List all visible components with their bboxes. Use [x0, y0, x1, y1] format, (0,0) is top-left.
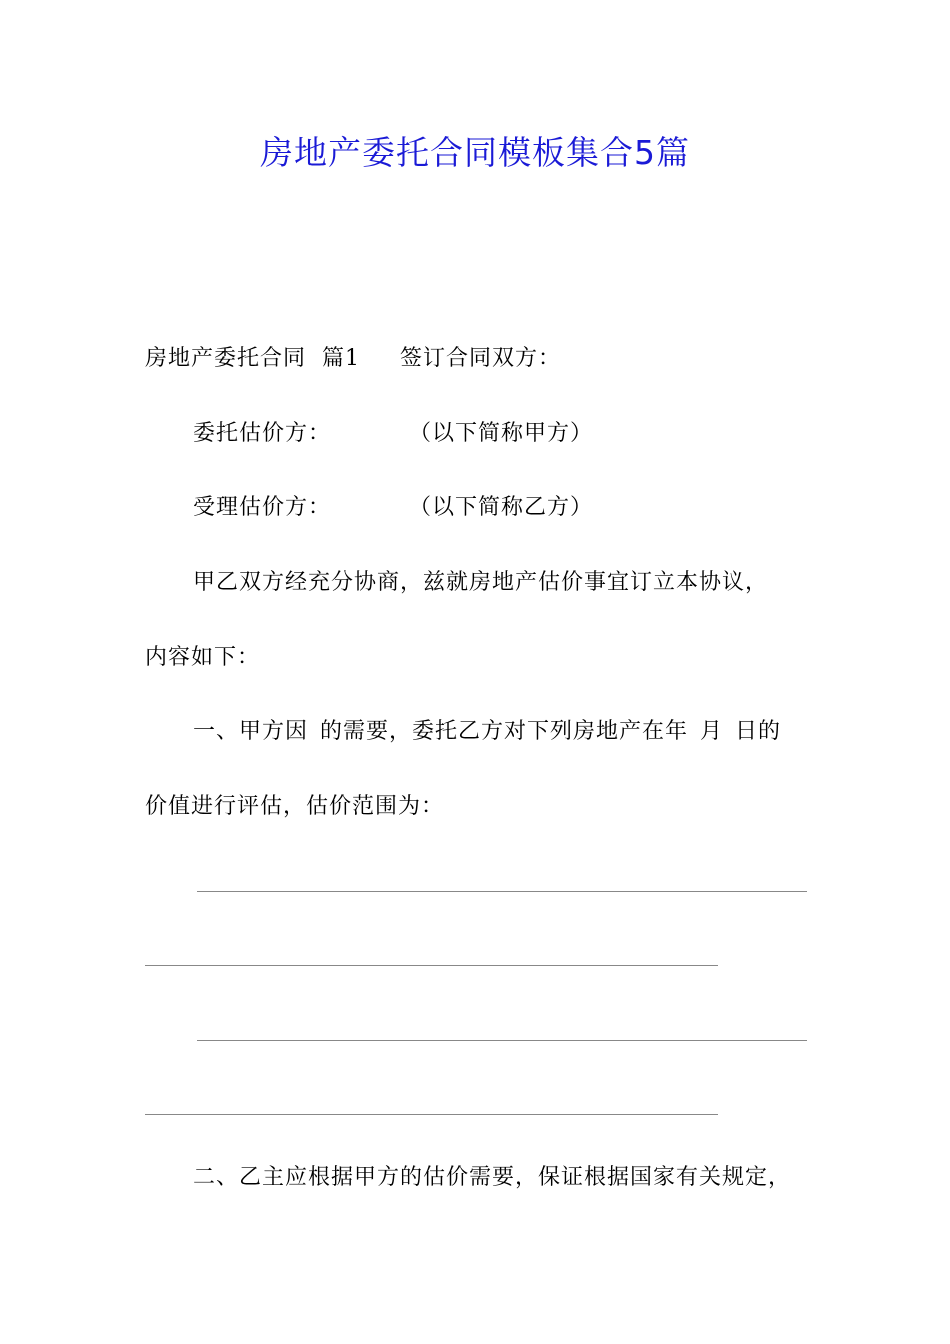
agent-line [193, 493, 593, 523]
clause-1-part-2: 的需要，委托乙方对下列房地产在年 [320, 719, 689, 744]
document-title: 房地产委托合同模板集合5篇 [260, 133, 690, 172]
client-label: 委托估价方： [193, 421, 332, 446]
clause-1-part-1: 一、甲方因 [193, 719, 309, 744]
clause-1-part-3: 月 [700, 719, 724, 744]
clause-2-line-1: 二、乙主应根据甲方的估价需要，保证根据国家有关规定， [193, 1165, 792, 1190]
paragraph-1-line-1: 甲乙双方经充分协商，兹就房地产估价事宜订立本协议， [193, 570, 769, 595]
blank-rule-3 [197, 1040, 807, 1041]
contract-heading-number: 篇1 [322, 346, 361, 371]
client-note: （以下简称甲方） [409, 421, 594, 446]
clause-1-part-4: 日的 [735, 719, 782, 744]
blank-rule-1 [197, 891, 807, 892]
contract-heading [145, 344, 561, 374]
contract-heading-name: 房地产委托合同 [145, 346, 307, 371]
agent-label: 受理估价方： [193, 495, 332, 520]
paragraph-1-line-2: 内容如下： [145, 645, 261, 670]
agent-note: （以下简称乙方） [409, 495, 594, 520]
clause-1-line-1 [193, 717, 781, 747]
clause-1-line-2: 价值进行评估，估价范围为： [145, 794, 445, 819]
blank-rule-2 [145, 965, 718, 966]
client-line [193, 419, 593, 449]
contract-parties-label: 签订合同双方： [400, 346, 562, 371]
blank-rule-4 [145, 1114, 718, 1115]
